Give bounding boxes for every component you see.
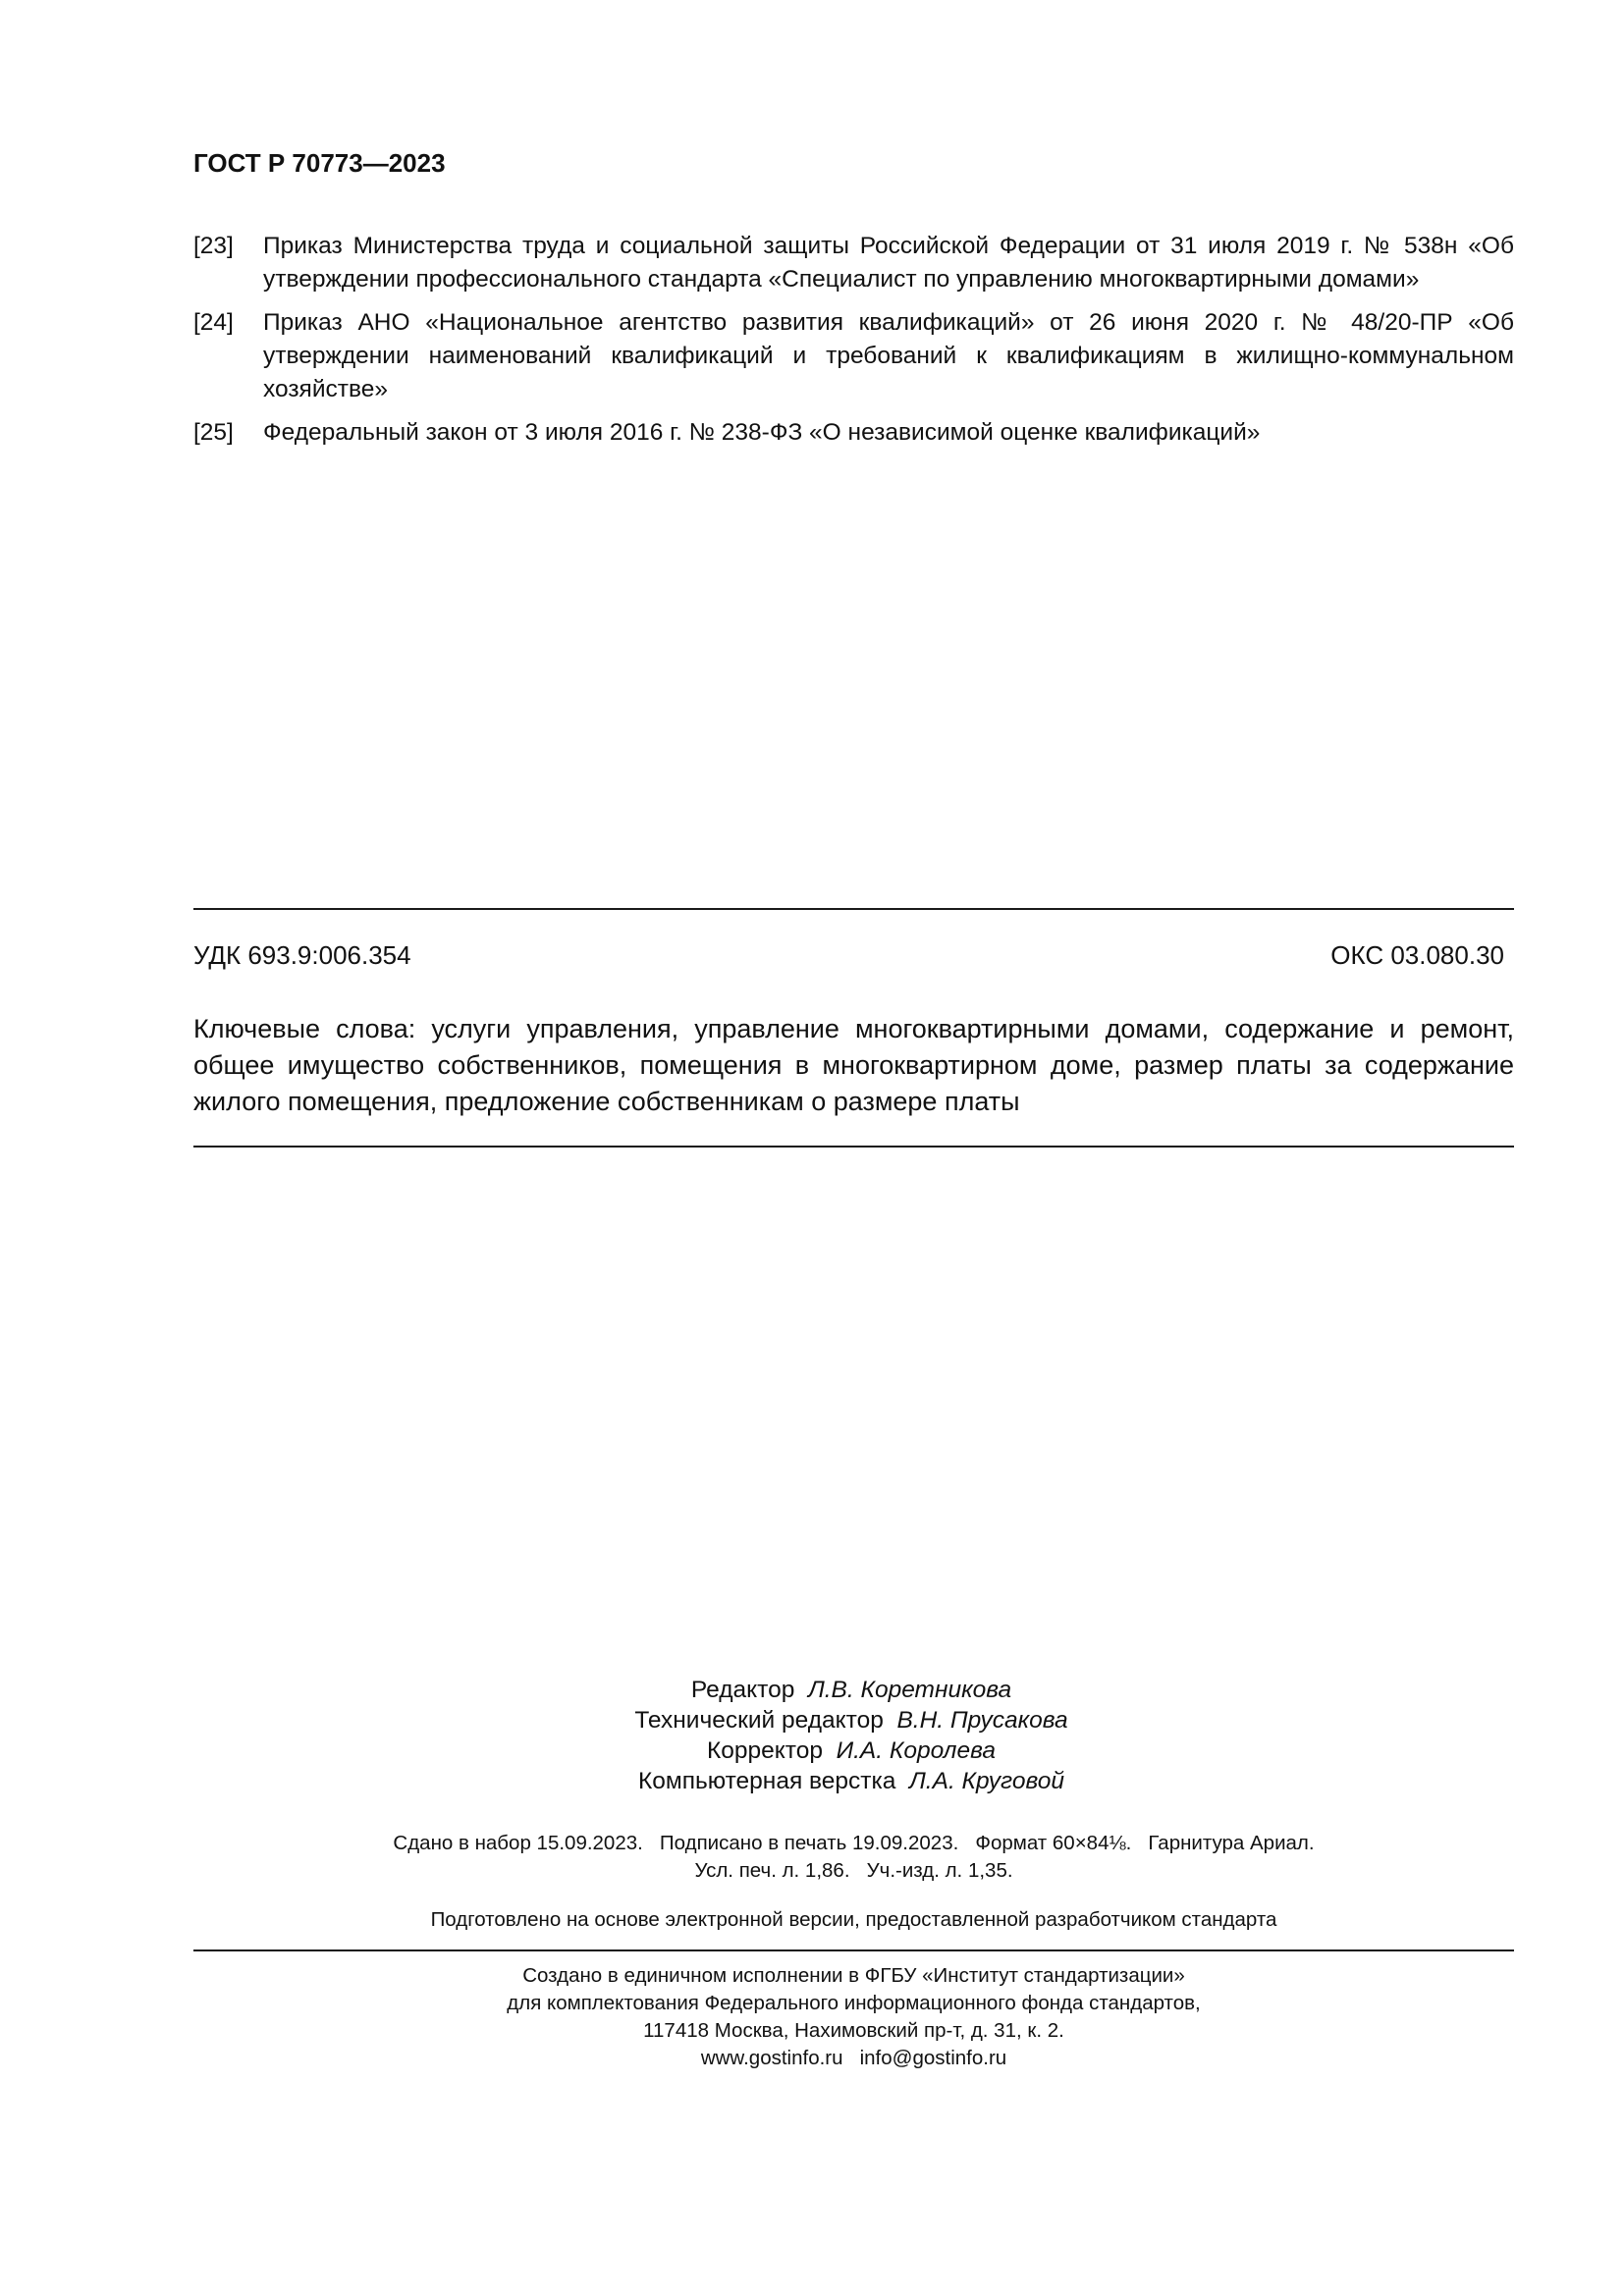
publisher-line: 117418 Москва, Нахимовский пр-т, д. 31, к. 2. [643,2019,1064,2042]
staff-line [0,1705,1624,1735]
reference-number: [25] [193,419,234,446]
staff-line [0,1735,1624,1766]
reference-item [193,230,1514,296]
prepared-note: Подготовлено на основе электронной версии, предоставленной разработчиком стандарта [430,1908,1277,1931]
reference-item [193,416,1514,450]
publisher-info [193,1962,1514,2072]
references-list [193,230,1514,459]
staff-line [0,1675,1624,1705]
reference-text: Приказ Министерства труда и социальной защиты Российской Федерации от 31 июля 2019 г. № 538н «Об утверждении профессионального стандарта «Специалист по управлению многоквартирными домами» [263,233,1514,293]
publisher-line: Создано в единичном исполнении в ФГБУ «Институт стандартизации» [522,1964,1185,1987]
reference-item [193,306,1514,406]
reference-text: Приказ АНО «Национальное агентство развития квалификаций» от 26 июня 2020 г. № 48/20-ПР «Об утверждении наименований квалификаций и требований к квалификациям в жилищно-коммунальном хозяйстве» [263,309,1514,402]
staff-name: И.А. Королева [836,1737,996,1764]
oks-code: ОКС 03.080.30 [1330,940,1504,970]
staff-role: Корректор [707,1737,823,1764]
divider-middle [193,1146,1514,1148]
publisher-line: для комплектования Федерального информационного фонда стандартов, [507,1992,1201,2014]
staff-role: Компьютерная верстка [637,1768,896,1794]
staff-role: Технический редактор [634,1707,884,1734]
print-info [193,1830,1514,1885]
divider-top [193,908,1514,910]
staff-role: Редактор [690,1677,795,1703]
udk-code: УДК 693.9:006.354 [193,940,411,970]
staff-name: Л.В. Коретникова [807,1677,1012,1703]
staff-line [0,1766,1624,1796]
reference-text: Федеральный закон от 3 июля 2016 г. № 238-ФЗ «О независимой оценке квалификаций» [263,419,1261,446]
keywords: Ключевые слова: услуги управления, управление многоквартирными домами, содержание и ремонт, общее имущество собственников, помещения в многоквартирном доме, размер платы за содержание жилого помещения, предложение собственникам о размере платы [193,1014,1514,1116]
reference-number: [24] [193,309,234,336]
print-info-line: Сдано в набор 15.09.2023. Подписано в печать 19.09.2023. Формат 60×84⅛. Гарнитура Ариал. [393,1832,1315,1854]
staff-credits [0,1675,1624,1796]
print-info-line: Усл. печ. л. 1,86. Уч.-изд. л. 1,35. [694,1859,1013,1882]
reference-number: [23] [193,233,234,259]
divider-bottom [193,1949,1514,1951]
publisher-contacts: www.gostinfo.ru info@gostinfo.ru [700,2047,1007,2069]
staff-name: В.Н. Прусакова [896,1707,1068,1734]
document-code: ГОСТ Р 70773—2023 [193,148,446,178]
staff-name: Л.А. Круговой [909,1768,1064,1794]
